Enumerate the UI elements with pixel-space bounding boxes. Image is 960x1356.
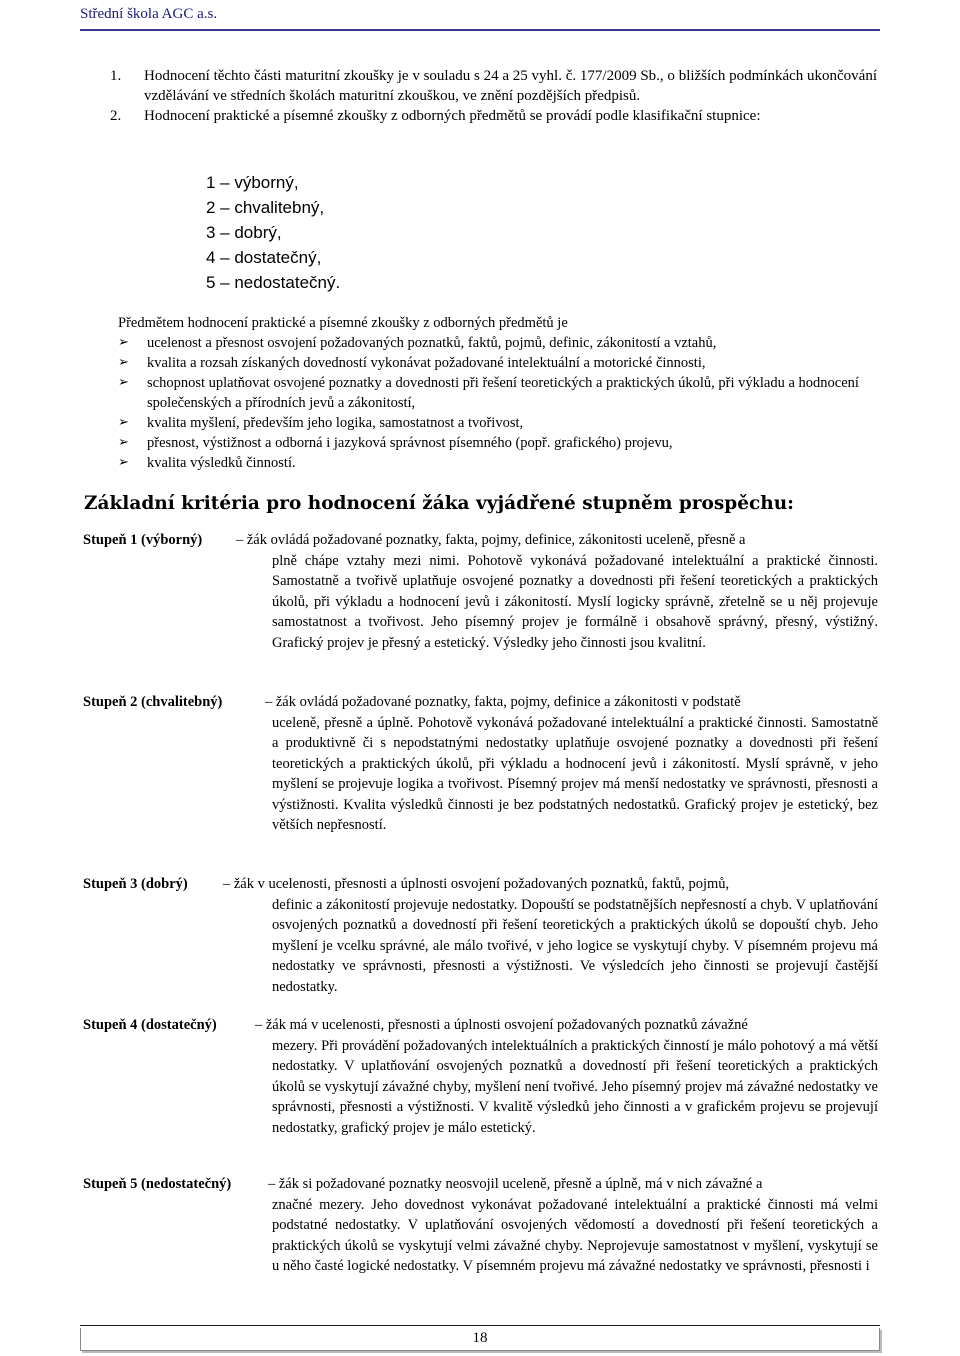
- arrow-bullet-icon: ➢: [118, 355, 129, 370]
- bullet-item: [118, 333, 878, 353]
- grade-desc-first: – žák má v ucelenosti, přesnosti a úplnosti osvojení požadovaných poznatků závažné: [255, 1017, 748, 1033]
- grade-item: 2 – chvalitebný,: [206, 198, 325, 217]
- bullet-item: [118, 453, 878, 473]
- bullet-item: [118, 373, 878, 413]
- grade-desc: značné mezery. Jeho dovednost vykonávat požadované intelektuální a praktické činnosti má velmi podstatné nedostatky. V uplatňování osvojených vědomostí a dovedností při řešení teoretických a praktických úkolů se vyskytují velmi závažné chyby. Neprojevuje samostatnost v myšlení, vyskytují se u něho časté logické nedostatky. V písemném projevu má závažné nedostatky ve správnosti, přesnosti i: [272, 1196, 878, 1274]
- school-header: Střední škola AGC a.s.: [80, 6, 218, 22]
- grade-criterion-4: [83, 1015, 878, 1138]
- grade-scale: [206, 170, 340, 295]
- numbered-item: [110, 66, 877, 106]
- header-rule: [80, 29, 880, 31]
- grade-item: 5 – nedostatečný.: [206, 273, 341, 292]
- grade-desc-first: – žák v ucelenosti, přesnosti a úplnosti osvojení požadovaných poznatků, faktů, pojmů,: [223, 876, 730, 892]
- grade-criterion-1: [83, 530, 878, 653]
- item-text: Hodnocení těchto části maturitní zkoušky je v souladu s 24 a 25 vyhl. č. 177/2009 Sb., o bližších podmínkách ukončování vzdělávání ve středních školách maturitní zkouškou, ve znění pozdějších předpisů.: [144, 68, 877, 104]
- grade-label: Stupeň 4 (dostatečný): [83, 1017, 217, 1033]
- grade-item: 4 – dostatečný,: [206, 248, 322, 267]
- grade-desc-first: – žák si požadované poznatky neosvojil uceleně, přesně a úplně, má v nich závažné a: [268, 1176, 763, 1192]
- grade-criterion-5: [83, 1174, 878, 1277]
- bullet-text: schopnost uplatňovat osvojené poznatky a dovednosti při řešení teoretických a praktických úkolů, při výkladu a hodnocení společenských a přírodních jevů a zákonitostí,: [147, 375, 859, 411]
- grade-label: Stupeň 5 (nedostatečný): [83, 1176, 232, 1192]
- item-number: 1.: [110, 68, 122, 84]
- grade-label: Stupeň 2 (chvalitebný): [83, 694, 223, 710]
- page-footer: [80, 1328, 880, 1351]
- bullet-text: kvalita a rozsah získaných dovedností vykonávat požadované intelektuální a motorické činnosti,: [147, 355, 706, 371]
- page-number: 18: [472, 1330, 488, 1346]
- bullet-item: [118, 353, 878, 373]
- grade-item: 1 – výborný,: [206, 173, 299, 192]
- numbered-item: [110, 106, 877, 126]
- grade-label: Stupeň 3 (dobrý): [83, 876, 188, 892]
- bullet-text: ucelenost a přesnost osvojení požadovaných poznatků, faktů, pojmů, definic, zákonitostí a vztahů,: [147, 335, 717, 351]
- grade-criterion-2: [83, 692, 878, 836]
- evaluation-bullets: [118, 333, 878, 473]
- bullet-text: kvalita myšlení, především jeho logika, samostatnost a tvořivost,: [147, 415, 524, 431]
- arrow-bullet-icon: ➢: [118, 335, 129, 350]
- grade-label: Stupeň 1 (výborný): [83, 532, 203, 548]
- grade-desc: definic a zákonitostí projevuje nedostatky. Dopouští se podstatnějších nepřesností a chyb. V uplatňování osvojených poznatků a dovedností při řešení teoretických a praktických úkolů se dopouští chyb. Jeho myšlení je vcelku správné, ale málo tvořivé, v jeho logice se vyskytují chyby. V písemném projevu má nedostatky ve správnosti, přesnosti a výstižnosti. Ve výsledcích jeho činnosti se projevují častější nedostatky.: [272, 896, 878, 995]
- bullet-text: přesnost, výstižnost a odborná i jazyková správnost písemného (popř. grafického) projevu,: [147, 435, 673, 451]
- grade-criterion-3: [83, 874, 878, 997]
- bullet-item: [118, 413, 878, 433]
- arrow-bullet-icon: ➢: [118, 435, 129, 450]
- bullet-item: [118, 433, 878, 453]
- arrow-bullet-icon: ➢: [118, 375, 129, 390]
- bullet-text: kvalita výsledků činností.: [147, 455, 296, 471]
- arrow-bullet-icon: ➢: [118, 415, 129, 430]
- grade-desc: mezery. Při provádění požadovaných intelektuálních a praktických činností je málo pohotový a má větší nedostatky. V uplatňování osvojených poznatků a dovedností při řešení teoretických a praktických úkolů se vyskytují závažné chyby, myšlení není tvořivé. Jeho písemný projev má závažné nedostatky ve správnosti, přesnosti a výstižnosti. V kvalitě výsledků jeho činnosti a v grafickém projevu se projevují nedostatky, grafický projev je málo estetický.: [272, 1037, 878, 1136]
- criteria-heading: Základní kritéria pro hodnocení žáka vyjádřené stupněm prospěchu:: [84, 493, 794, 514]
- grade-desc-first: – žák ovládá požadované poznatky, fakta, pojmy, definice, zákonitosti uceleně, přesně a: [236, 532, 746, 548]
- item-number: 2.: [110, 108, 122, 124]
- grade-desc: plně chápe vztahy mezi nimi. Pohotově vykonává požadované intelektuální a praktické činnosti. Samostatně a tvořivě uplatňuje osvojené poznatky a dovednosti při řešení teoretických a praktických úkolů, při výkladu a hodnocení jevů i zákonitostí. Myslí logicky správně, zřetelně se u něj projevuje samostatnost a tvořivost. Jeho písemný projev je formálně i obsahově správný, přesný, výstižný. Grafický projev je přesný a estetický. Výsledky jeho činnosti jsou kvalitní.: [272, 552, 878, 651]
- grade-desc: uceleně, přesně a úplně. Pohotově vykonává požadované intelektuální a praktické činnosti. Samostatně a produktivně či s nepodstatnými nedostatky uplatňuje osvojené poznatky a dovednosti při řešení teoretických a praktických úkolů, při výkladu a hodnocení jevů i zákonitostí. Myslí správně, v jeho myšlení se projevuje logika a tvořivost. Písemný projev má menší nedostatky ve správnosti, přesnosti a výstižnosti. Kvalita výsledků činnosti je bez podstatných nedostatků. Grafický projev je estetický, bez větších nepřesností.: [272, 714, 878, 833]
- grade-item: 3 – dobrý,: [206, 223, 282, 242]
- evaluation-intro: Předmětem hodnocení praktické a písemné zkoušky z odborných předmětů je: [118, 315, 568, 331]
- arrow-bullet-icon: ➢: [118, 455, 129, 470]
- grade-desc-first: – žák ovládá požadované poznatky, fakta, pojmy, definice a zákonitosti v podstatě: [265, 694, 741, 710]
- item-text: Hodnocení praktické a písemné zkoušky z odborných předmětů se provádí podle klasifikační stupnice:: [144, 108, 761, 124]
- numbered-list: [110, 66, 877, 126]
